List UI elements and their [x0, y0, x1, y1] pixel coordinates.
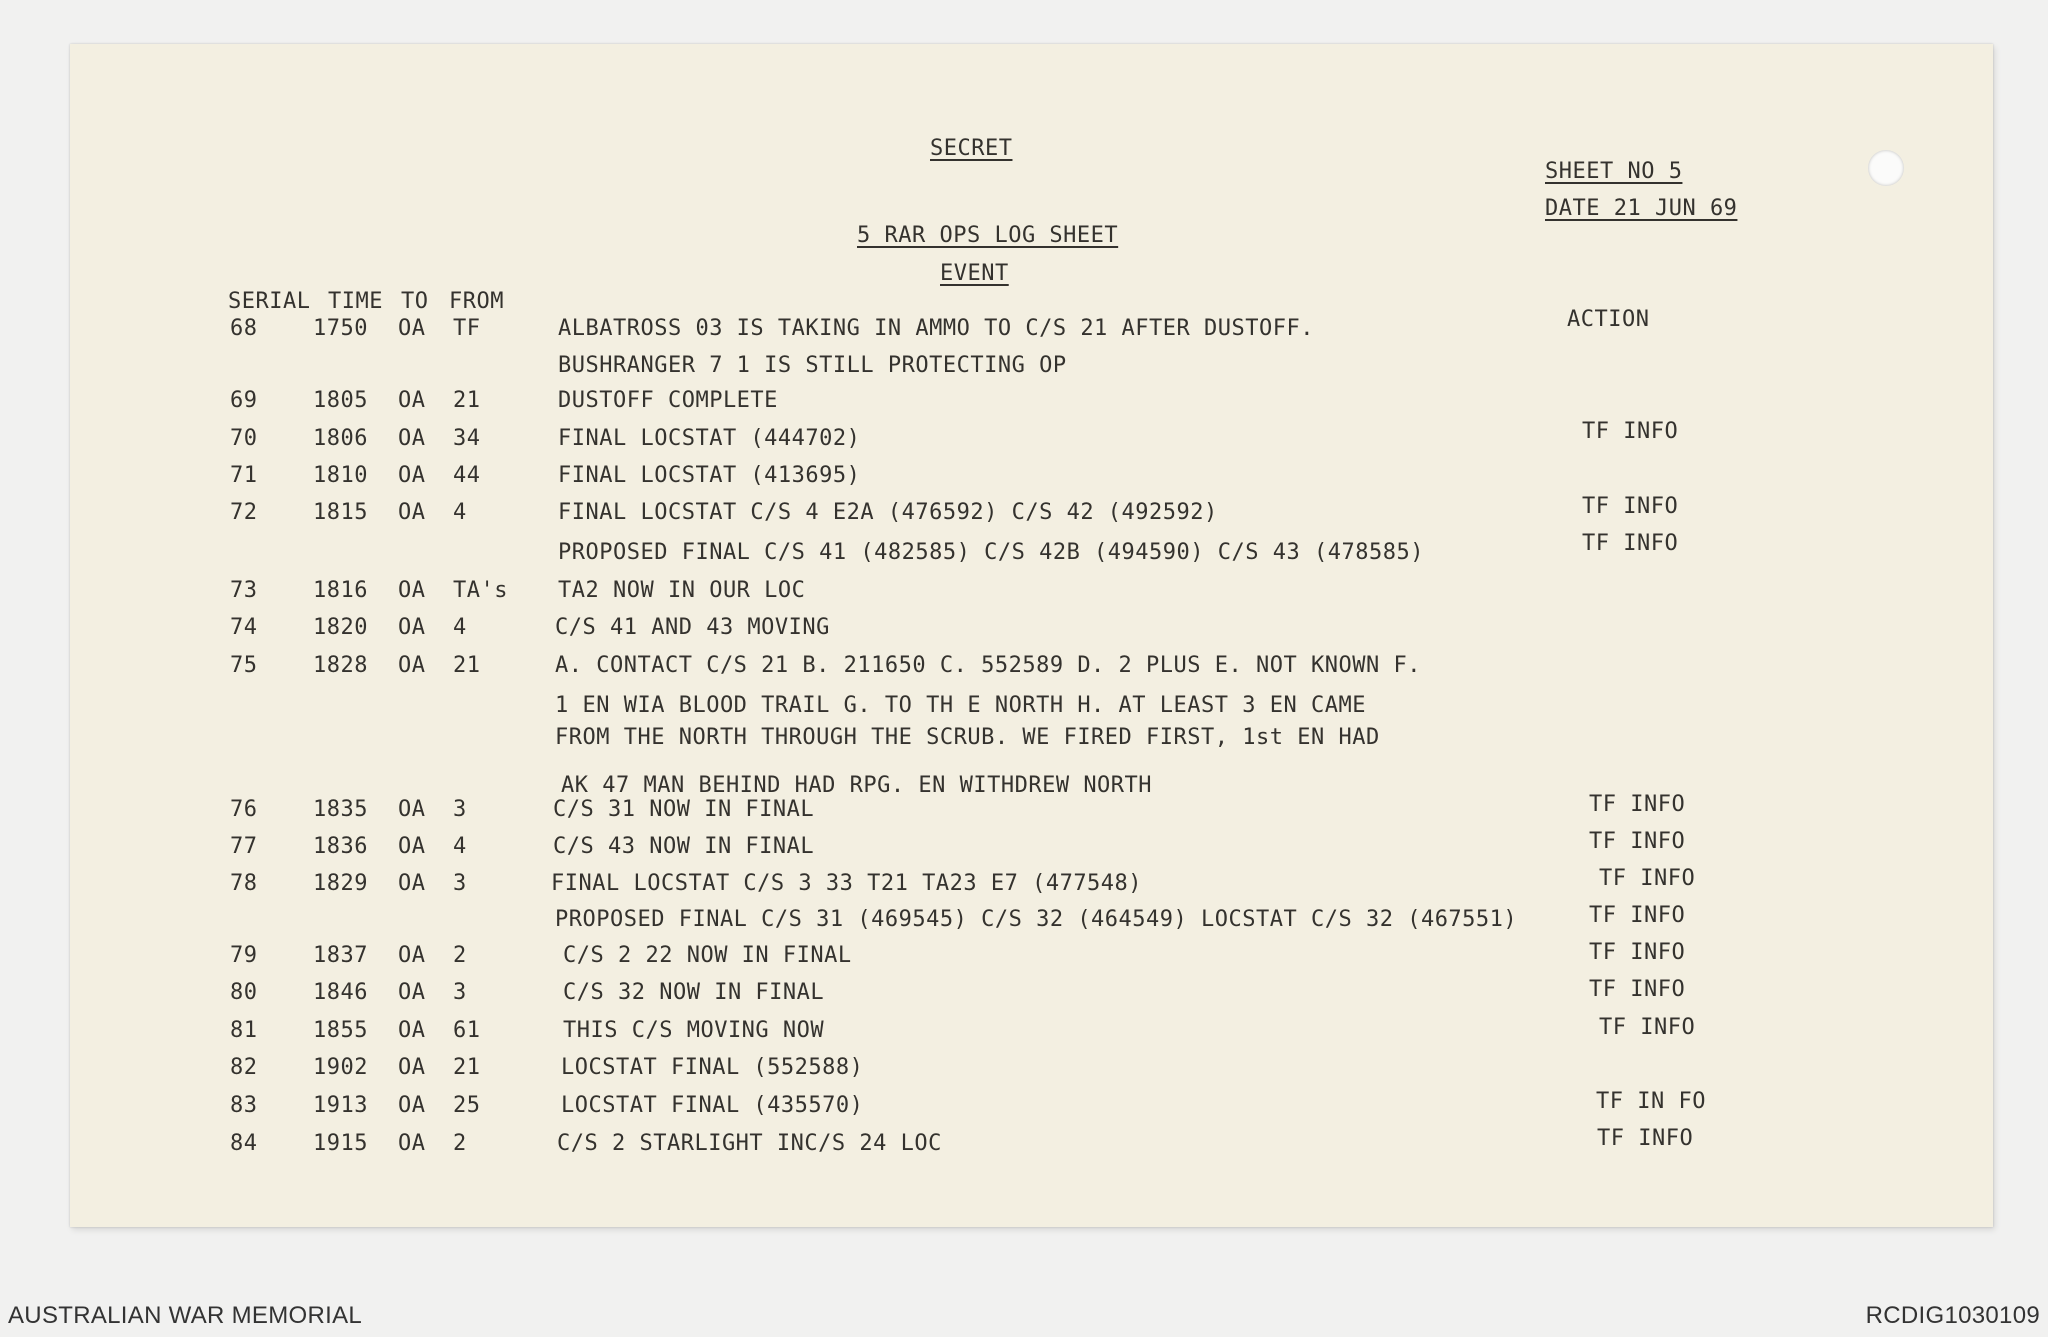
to-cell: OA	[398, 578, 426, 603]
event-text: C/S 43 NOW IN FINAL	[553, 834, 815, 859]
event-text: PROPOSED FINAL C/S 41 (482585) C/S 42B (494590) C/S 43 (478585)	[558, 540, 1424, 565]
action-entry: TF IN FO	[1596, 1089, 1706, 1114]
time-cell: 1846	[313, 980, 368, 1005]
from-cell: 34	[453, 426, 481, 451]
event-text: LOCSTAT FINAL (552588)	[561, 1055, 864, 1080]
to-cell: OA	[398, 653, 426, 678]
from-cell: 61	[453, 1018, 481, 1043]
event-text: FROM THE NORTH THROUGH THE SCRUB. WE FIRED FIRST, 1st EN HAD	[555, 725, 1380, 750]
event-text: C/S 41 AND 43 MOVING	[555, 615, 830, 640]
from-cell: 4	[453, 500, 467, 525]
time-cell: 1913	[313, 1093, 368, 1118]
serial-cell: 70	[230, 426, 258, 451]
time-cell: 1810	[313, 463, 368, 488]
serial-cell: 80	[230, 980, 258, 1005]
event-text: BUSHRANGER 7 1 IS STILL PROTECTING OP	[558, 353, 1067, 378]
time-cell: 1805	[313, 388, 368, 413]
serial-cell: 82	[230, 1055, 258, 1080]
action-entry: TF INFO	[1597, 1126, 1694, 1151]
to-cell: OA	[398, 1131, 426, 1156]
time-cell: 1902	[313, 1055, 368, 1080]
document-title: 5 RAR OPS LOG SHEET	[857, 223, 1119, 248]
serial-cell: 76	[230, 797, 258, 822]
event-text: FINAL LOCSTAT (444702)	[558, 426, 861, 451]
from-cell: 21	[453, 388, 481, 413]
time-cell: 1835	[313, 797, 368, 822]
action-entry: TF INFO	[1599, 1015, 1696, 1040]
event-text: C/S 31 NOW IN FINAL	[553, 797, 815, 822]
action-entry: TF INFO	[1582, 419, 1679, 444]
event-text: 1 EN WIA BLOOD TRAIL G. TO TH E NORTH H. AT LEAST 3 EN CAME	[555, 693, 1366, 718]
serial-cell: 81	[230, 1018, 258, 1043]
serial-cell: 84	[230, 1131, 258, 1156]
from-cell: 3	[453, 980, 467, 1005]
serial-cell: 78	[230, 871, 258, 896]
event-text: TA2 NOW IN OUR LOC	[558, 578, 806, 603]
to-cell: OA	[398, 871, 426, 896]
action-entry: TF INFO	[1599, 866, 1696, 891]
sheet-date: DATE 21 JUN 69	[1545, 196, 1738, 221]
to-cell: OA	[398, 797, 426, 822]
time-cell: 1836	[313, 834, 368, 859]
from-cell: 4	[453, 615, 467, 640]
to-cell: OA	[398, 426, 426, 451]
from-cell: 21	[453, 1055, 481, 1080]
serial-cell: 77	[230, 834, 258, 859]
to-cell: OA	[398, 500, 426, 525]
time-cell: 1815	[313, 500, 368, 525]
to-cell: OA	[398, 834, 426, 859]
event-text: C/S 32 NOW IN FINAL	[563, 980, 825, 1005]
time-cell: 1750	[313, 316, 368, 341]
from-cell: 25	[453, 1093, 481, 1118]
action-entry: TF INFO	[1582, 494, 1679, 519]
column-header-time: TIME	[328, 289, 383, 314]
event-text: THIS C/S MOVING NOW	[563, 1018, 825, 1043]
serial-cell: 75	[230, 653, 258, 678]
to-cell: OA	[398, 980, 426, 1005]
event-text: PROPOSED FINAL C/S 31 (469545) C/S 32 (464549) LOCSTAT C/S 32 (467551)	[555, 907, 1518, 932]
footer-institution: AUSTRALIAN WAR MEMORIAL	[8, 1302, 363, 1329]
action-entry: TF INFO	[1589, 977, 1686, 1002]
event-text: C/S 2 22 NOW IN FINAL	[563, 943, 852, 968]
from-cell: TF	[453, 316, 481, 341]
from-cell: 21	[453, 653, 481, 678]
time-cell: 1806	[313, 426, 368, 451]
time-cell: 1855	[313, 1018, 368, 1043]
to-cell: OA	[398, 463, 426, 488]
event-text: ALBATROSS 03 IS TAKING IN AMMO TO C/S 21 AFTER DUSTOFF.	[558, 316, 1314, 341]
event-heading: EVENT	[940, 261, 1009, 286]
sheet-number: SHEET NO 5	[1545, 159, 1683, 184]
event-text: LOCSTAT FINAL (435570)	[561, 1093, 864, 1118]
event-text: AK 47 MAN BEHIND HAD RPG. EN WITHDREW NORTH	[561, 773, 1153, 798]
from-cell: 2	[453, 943, 467, 968]
from-cell: TA's	[453, 578, 508, 603]
time-cell: 1915	[313, 1131, 368, 1156]
classification-label: SECRET	[930, 136, 1013, 161]
event-text: A. CONTACT C/S 21 B. 211650 C. 552589 D. 2 PLUS E. NOT KNOWN F.	[555, 653, 1421, 678]
serial-cell: 71	[230, 463, 258, 488]
to-cell: OA	[398, 615, 426, 640]
from-cell: 2	[453, 1131, 467, 1156]
event-text: DUSTOFF COMPLETE	[558, 388, 778, 413]
to-cell: OA	[398, 1055, 426, 1080]
column-header-to: TO	[401, 289, 429, 314]
from-cell: 4	[453, 834, 467, 859]
to-cell: OA	[398, 1093, 426, 1118]
event-text: C/S 2 STARLIGHT INC/S 24 LOC	[557, 1131, 942, 1156]
serial-cell: 73	[230, 578, 258, 603]
column-header-action: ACTION	[1567, 307, 1650, 332]
to-cell: OA	[398, 388, 426, 413]
event-text: FINAL LOCSTAT C/S 4 E2A (476592) C/S 42 (492592)	[558, 500, 1218, 525]
from-cell: 44	[453, 463, 481, 488]
action-entry: TF INFO	[1589, 940, 1686, 965]
time-cell: 1820	[313, 615, 368, 640]
serial-cell: 69	[230, 388, 258, 413]
action-entry: TF INFO	[1582, 531, 1679, 556]
serial-cell: 79	[230, 943, 258, 968]
column-header-serial: SERIAL	[228, 289, 311, 314]
action-entry: TF INFO	[1589, 792, 1686, 817]
action-entry: TF INFO	[1589, 903, 1686, 928]
footer-record-id: RCDIG1030109	[1865, 1302, 2040, 1329]
time-cell: 1828	[313, 653, 368, 678]
time-cell: 1816	[313, 578, 368, 603]
to-cell: OA	[398, 943, 426, 968]
column-header-from: FROM	[449, 289, 504, 314]
serial-cell: 74	[230, 615, 258, 640]
time-cell: 1829	[313, 871, 368, 896]
serial-cell: 72	[230, 500, 258, 525]
to-cell: OA	[398, 316, 426, 341]
time-cell: 1837	[313, 943, 368, 968]
serial-cell: 83	[230, 1093, 258, 1118]
event-text: FINAL LOCSTAT (413695)	[558, 463, 861, 488]
serial-cell: 68	[230, 316, 258, 341]
action-entry: TF INFO	[1589, 829, 1686, 854]
event-text: FINAL LOCSTAT C/S 3 33 T21 TA23 E7 (477548)	[551, 871, 1143, 896]
to-cell: OA	[398, 1018, 426, 1043]
from-cell: 3	[453, 797, 467, 822]
punch-hole	[1868, 150, 1904, 186]
from-cell: 3	[453, 871, 467, 896]
